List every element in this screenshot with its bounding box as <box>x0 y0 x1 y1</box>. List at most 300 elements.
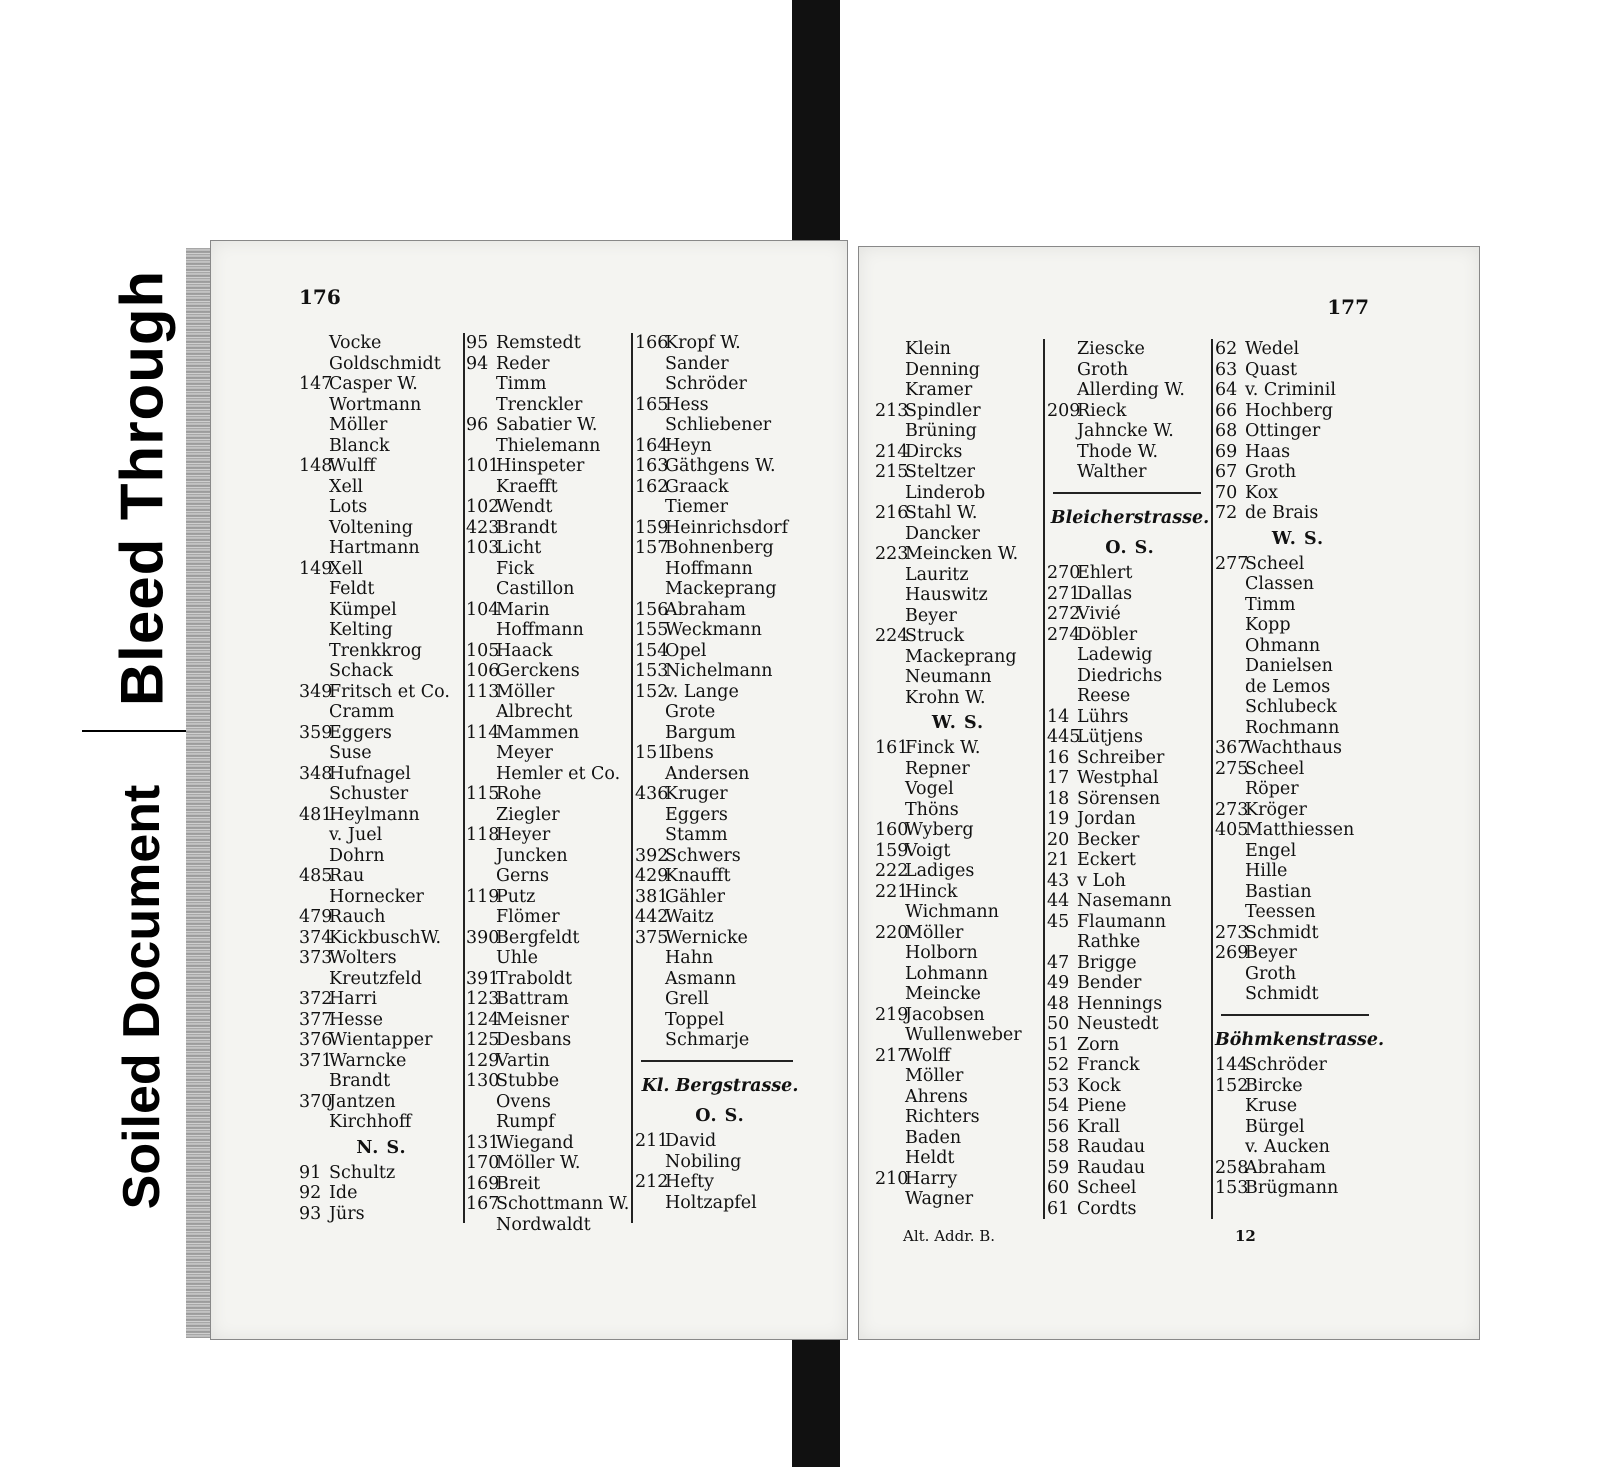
directory-entry <box>875 503 1041 524</box>
footer-right: 12 <box>1235 1227 1256 1245</box>
house-number <box>875 647 905 668</box>
directory-entry <box>1215 1178 1381 1199</box>
resident-name: Becker <box>1077 829 1140 850</box>
resident-name: Hufnagel <box>329 763 411 784</box>
directory-entry <box>635 948 805 969</box>
house-number <box>1215 779 1245 800</box>
house-number: 69 <box>1215 441 1238 462</box>
house-number <box>635 559 665 580</box>
directory-entry <box>299 1030 464 1051</box>
resident-name: Wolters <box>329 948 397 968</box>
directory-entry <box>1047 871 1213 892</box>
house-number <box>1047 360 1077 381</box>
house-number <box>875 360 905 381</box>
resident-name: Dohrn <box>329 845 385 866</box>
resident-name: Kropf W. <box>665 333 741 353</box>
house-number <box>466 395 496 416</box>
house-number <box>1047 666 1077 687</box>
resident-name: Jordan <box>1077 809 1136 829</box>
directory-entry <box>466 1194 636 1215</box>
directory-entry <box>466 559 636 580</box>
resident-name: Bircke <box>1245 1075 1303 1096</box>
resident-name: Schack <box>329 661 393 681</box>
directory-entry <box>1215 1158 1381 1179</box>
directory-entry <box>1215 421 1381 442</box>
side-heading: O. S. <box>695 1106 745 1126</box>
directory-entry <box>1215 677 1381 698</box>
house-number <box>875 902 905 923</box>
house-number <box>1215 615 1245 636</box>
house-number: 217 <box>875 1045 909 1066</box>
resident-name: Feldt <box>329 579 375 599</box>
house-number <box>875 606 905 627</box>
house-number: 18 <box>1047 788 1070 809</box>
house-number <box>1215 1096 1245 1117</box>
house-number <box>466 1092 496 1113</box>
directory-entry <box>875 626 1041 647</box>
directory-entry <box>299 846 464 867</box>
directory-entry <box>466 866 636 887</box>
directory-entry <box>466 1215 636 1236</box>
resident-name: Linderob <box>905 482 986 503</box>
directory-entry <box>1215 636 1381 657</box>
resident-name: Quast <box>1245 359 1298 380</box>
house-number <box>299 600 329 621</box>
directory-entry <box>299 415 464 436</box>
house-number <box>1215 984 1245 1005</box>
directory-entry <box>875 585 1041 606</box>
house-number: 50 <box>1047 1014 1070 1034</box>
house-number: 209 <box>1047 400 1081 421</box>
resident-name: Nobiling <box>665 1151 742 1172</box>
directory-entry <box>1047 1117 1213 1138</box>
resident-name: Hess <box>665 394 709 415</box>
house-number: 131 <box>466 1132 500 1153</box>
resident-name: Schuster <box>329 784 409 804</box>
house-number: 157 <box>635 538 669 558</box>
resident-name: Teessen <box>1245 902 1316 922</box>
directory-entry <box>466 1174 636 1195</box>
directory-entry <box>466 743 636 764</box>
resident-name: Ohmann <box>1245 635 1321 656</box>
directory-entry <box>299 477 464 498</box>
resident-name: Nordwaldt <box>496 1214 591 1235</box>
resident-name: Haas <box>1245 441 1291 462</box>
directory-entry <box>1215 1076 1381 1097</box>
resident-name: Ahrens <box>905 1086 968 1107</box>
directory-entry <box>1047 953 1213 974</box>
directory-entry <box>299 948 464 969</box>
house-number <box>466 579 496 600</box>
house-number <box>635 948 665 969</box>
house-number <box>875 380 905 401</box>
directory-entry <box>1047 748 1213 769</box>
house-number <box>1215 574 1245 595</box>
directory-entry <box>1047 339 1213 360</box>
house-number <box>1047 686 1077 707</box>
resident-name: Battram <box>496 989 569 1009</box>
house-number <box>466 866 496 887</box>
directory-entry <box>466 579 636 600</box>
house-number <box>466 702 496 723</box>
house-number: 272 <box>1047 604 1081 624</box>
resident-name: Groth <box>1245 963 1297 984</box>
directory-entry <box>466 1051 636 1072</box>
directory-entry <box>299 374 464 395</box>
directory-entry <box>875 984 1041 1005</box>
directory-entry <box>1047 380 1213 401</box>
house-number: 374 <box>299 927 333 948</box>
resident-name: Mackeprang <box>905 646 1017 667</box>
house-number: 275 <box>1215 758 1249 779</box>
resident-name: Brigge <box>1077 952 1137 973</box>
resident-name: Dallas <box>1077 583 1133 604</box>
directory-entry <box>635 805 805 826</box>
directory-entry <box>466 723 636 744</box>
right-page <box>858 246 1480 1340</box>
house-number: 19 <box>1047 809 1070 829</box>
house-number <box>1047 462 1077 483</box>
directory-entry <box>635 374 805 395</box>
house-number: 372 <box>299 989 333 1009</box>
resident-name: Wiegand <box>496 1132 574 1153</box>
directory-entry <box>1047 421 1213 442</box>
resident-name: Spindler <box>905 400 981 421</box>
resident-name: Vocke <box>329 333 382 353</box>
directory-entry <box>1047 1055 1213 1076</box>
directory-entry <box>466 784 636 805</box>
directory-entry <box>1047 584 1213 605</box>
directory-entry <box>875 401 1041 422</box>
resident-name: Allerding W. <box>1077 380 1185 400</box>
resident-name: Harry <box>905 1168 958 1189</box>
resident-name: Xell <box>329 476 364 497</box>
directory-entry <box>1215 923 1381 944</box>
directory-entry <box>299 743 464 764</box>
house-number: 485 <box>299 866 333 886</box>
resident-name: Wientapper <box>329 1030 433 1050</box>
resident-name: Warncke <box>329 1050 407 1071</box>
resident-name: Heyn <box>665 435 712 456</box>
directory-entry <box>1215 738 1381 759</box>
house-number <box>299 702 329 723</box>
section-rule <box>635 1051 805 1072</box>
resident-name: Harri <box>329 989 378 1009</box>
directory-entry <box>466 1092 636 1113</box>
house-number: 59 <box>1047 1157 1070 1178</box>
resident-name: Haack <box>496 640 553 661</box>
directory-entry <box>1047 1158 1213 1179</box>
directory-entry <box>299 1183 464 1204</box>
directory-entry <box>875 1087 1041 1108</box>
right-col-3 <box>1215 339 1385 1199</box>
resident-name: Engel <box>1245 840 1297 861</box>
directory-entry <box>466 641 636 662</box>
directory-entry <box>299 928 464 949</box>
resident-name: Hille <box>1245 861 1288 881</box>
resident-name: Rau <box>329 866 365 886</box>
footer-left: Alt. Addr. B. <box>903 1227 996 1245</box>
directory-entry <box>875 800 1041 821</box>
house-number: 274 <box>1047 624 1081 645</box>
resident-name: Kox <box>1245 482 1279 503</box>
section-rule <box>1047 483 1213 504</box>
directory-entry <box>299 620 464 641</box>
resident-name: v Loh <box>1077 870 1126 891</box>
resident-name: Hinspeter <box>496 456 585 476</box>
resident-name: v. Juel <box>329 825 383 845</box>
directory-entry <box>1047 1076 1213 1097</box>
resident-name: Classen <box>1245 574 1315 594</box>
directory-entry <box>635 825 805 846</box>
house-number <box>635 723 665 744</box>
directory-entry <box>466 805 636 826</box>
directory-entry <box>635 456 805 477</box>
resident-name: Brüning <box>905 421 977 441</box>
resident-name: Ehlert <box>1077 563 1133 583</box>
directory-entry <box>875 524 1041 545</box>
resident-name: Beyer <box>905 605 957 626</box>
resident-name: Röper <box>1245 779 1299 799</box>
house-number: 20 <box>1047 829 1070 850</box>
resident-name: Kock <box>1077 1075 1121 1096</box>
house-number: 377 <box>299 1009 333 1030</box>
directory-entry <box>466 907 636 928</box>
directory-entry <box>875 738 1041 759</box>
house-number: 370 <box>299 1091 333 1112</box>
directory-entry <box>466 456 636 477</box>
resident-name: Uhle <box>496 948 538 968</box>
house-number: 349 <box>299 681 333 702</box>
house-number: 123 <box>466 989 500 1009</box>
house-number: 124 <box>466 1009 500 1030</box>
directory-entry <box>466 354 636 375</box>
house-number: 47 <box>1047 952 1070 973</box>
resident-name: Rathke <box>1077 932 1141 952</box>
house-number <box>1047 932 1077 953</box>
resident-name: Schwers <box>665 845 741 866</box>
directory-entry <box>466 518 636 539</box>
house-number: 113 <box>466 681 500 702</box>
directory-entry <box>635 395 805 416</box>
directory-entry <box>299 579 464 600</box>
house-number: 44 <box>1047 891 1070 911</box>
resident-name: Baden <box>905 1127 962 1148</box>
resident-name: Timm <box>496 374 547 394</box>
directory-entry <box>1215 380 1381 401</box>
resident-name: Kelting <box>329 620 393 640</box>
resident-name: Kirchhoff <box>329 1112 412 1132</box>
directory-entry <box>299 1051 464 1072</box>
resident-name: Schröder <box>665 374 747 394</box>
resident-name: Jacobsen <box>905 1004 985 1025</box>
resident-name: Klein <box>905 339 951 359</box>
house-number <box>635 764 665 785</box>
directory-entry <box>466 764 636 785</box>
house-number <box>635 497 665 518</box>
directory-entry <box>1047 686 1213 707</box>
house-number <box>875 585 905 606</box>
directory-entry <box>635 600 805 621</box>
directory-entry <box>299 497 464 518</box>
resident-name: de Brais <box>1245 503 1319 523</box>
resident-name: Hartmann <box>329 538 420 558</box>
resident-name: Eckert <box>1077 850 1136 870</box>
resident-name: Eggers <box>329 722 392 743</box>
directory-entry <box>635 415 805 436</box>
resident-name: Schmarje <box>665 1030 750 1050</box>
resident-name: Brügmann <box>1245 1178 1339 1198</box>
directory-entry <box>466 682 636 703</box>
directory-entry <box>299 825 464 846</box>
house-number: 114 <box>466 722 500 743</box>
house-number: 211 <box>635 1131 669 1151</box>
resident-name: Möller <box>905 1066 964 1086</box>
directory-entry <box>299 456 464 477</box>
directory-entry <box>299 764 464 785</box>
house-number: 390 <box>466 927 500 948</box>
house-number <box>466 436 496 457</box>
directory-entry <box>299 887 464 908</box>
resident-name: Eggers <box>665 804 728 825</box>
resident-name: Schmidt <box>1245 922 1319 943</box>
resident-name: Hesse <box>329 1009 383 1030</box>
resident-name: Knaufft <box>665 866 731 886</box>
resident-name: Nichelmann <box>665 661 773 681</box>
soiled-document-text: Soiled Document <box>113 784 171 1210</box>
directory-entry <box>466 846 636 867</box>
house-number: 392 <box>635 845 669 866</box>
resident-name: Wagner <box>905 1189 974 1209</box>
directory-entry <box>875 483 1041 504</box>
house-number <box>1215 656 1245 677</box>
house-number <box>299 825 329 846</box>
resident-name: Kruger <box>665 784 728 804</box>
directory-entry <box>1215 1117 1381 1138</box>
directory-entry <box>466 600 636 621</box>
directory-entry <box>466 661 636 682</box>
resident-name: Gerckens <box>496 661 580 681</box>
resident-name: Meisner <box>496 1009 569 1030</box>
column-rule <box>1043 339 1045 1219</box>
label-divider <box>82 730 202 732</box>
resident-name: Ziegler <box>496 804 560 825</box>
house-number <box>299 538 329 559</box>
house-number: 70 <box>1215 482 1238 503</box>
directory-entry <box>466 436 636 457</box>
resident-name: Westphal <box>1077 768 1159 788</box>
directory-entry <box>299 538 464 559</box>
resident-name: Kramer <box>905 380 973 400</box>
section-rule-line <box>1221 1014 1369 1016</box>
house-number <box>875 524 905 545</box>
resident-name: Diedrichs <box>1077 665 1163 686</box>
directory-entry <box>875 779 1041 800</box>
resident-name: Hoffmann <box>496 620 584 640</box>
resident-name: Wullenweber <box>905 1025 1022 1045</box>
resident-name: Blanck <box>329 435 390 456</box>
side-heading: W. S. <box>1271 528 1325 549</box>
resident-name: v. Lange <box>665 681 739 702</box>
resident-name: Thode W. <box>1077 441 1159 462</box>
resident-name: Sörensen <box>1077 788 1161 809</box>
house-number <box>875 1066 905 1087</box>
house-number <box>875 759 905 780</box>
house-number: 216 <box>875 503 909 523</box>
directory-entry <box>1215 902 1381 923</box>
resident-name: Lots <box>329 497 368 517</box>
directory-entry <box>299 866 464 887</box>
directory-entry <box>1215 718 1381 739</box>
directory-entry <box>466 969 636 990</box>
resident-name: Flaumann <box>1077 911 1167 932</box>
house-number <box>875 1107 905 1128</box>
directory-entry <box>466 1030 636 1051</box>
resident-name: Bohnenberg <box>665 538 774 558</box>
resident-name: Opel <box>665 640 707 661</box>
resident-name: Walther <box>1077 462 1147 482</box>
house-number: 61 <box>1047 1198 1070 1219</box>
resident-name: Tiemer <box>665 497 728 517</box>
resident-name: Möller <box>329 415 388 435</box>
directory-entry <box>1047 604 1213 625</box>
resident-name: Voltening <box>329 517 413 538</box>
directory-entry <box>1215 800 1381 821</box>
house-number: 63 <box>1215 359 1238 380</box>
house-number: 152 <box>635 681 669 702</box>
directory-entry <box>299 989 464 1010</box>
directory-entry <box>1047 891 1213 912</box>
resident-name: Kopp <box>1245 615 1291 635</box>
directory-entry <box>875 1189 1041 1210</box>
resident-name: Heinrichsdorf <box>665 517 789 538</box>
resident-name: Ladiges <box>905 861 975 881</box>
house-number <box>466 1112 496 1133</box>
house-number: 115 <box>466 784 500 804</box>
resident-name: Dircks <box>905 441 963 462</box>
resident-name: Suse <box>329 743 372 763</box>
directory-entry <box>466 1133 636 1154</box>
house-number <box>875 421 905 442</box>
directory-entry <box>635 887 805 908</box>
house-number <box>299 784 329 805</box>
house-number <box>299 415 329 436</box>
binding-tape-top <box>792 0 840 250</box>
directory-entry <box>299 1163 464 1184</box>
resident-name: Ide <box>329 1183 358 1203</box>
house-number: 118 <box>466 825 500 845</box>
directory-entry <box>1215 984 1381 1005</box>
resident-name: Dancker <box>905 523 980 544</box>
directory-entry <box>1047 1199 1213 1220</box>
directory-entry <box>875 606 1041 627</box>
resident-name: Lütjens <box>1077 727 1143 747</box>
column-rule <box>463 333 465 1223</box>
house-number <box>1215 677 1245 698</box>
resident-name: Jürs <box>329 1203 365 1224</box>
resident-name: Thöns <box>905 799 959 820</box>
house-number <box>635 805 665 826</box>
soiled-document-label <box>82 738 202 1256</box>
house-number <box>299 354 329 375</box>
house-number: 169 <box>466 1173 500 1194</box>
directory-entry <box>1215 759 1381 780</box>
resident-name: Scheel <box>1245 758 1305 779</box>
directory-entry <box>635 1131 805 1152</box>
house-number <box>466 846 496 867</box>
directory-entry <box>875 820 1041 841</box>
resident-name: Hoffmann <box>665 558 753 579</box>
